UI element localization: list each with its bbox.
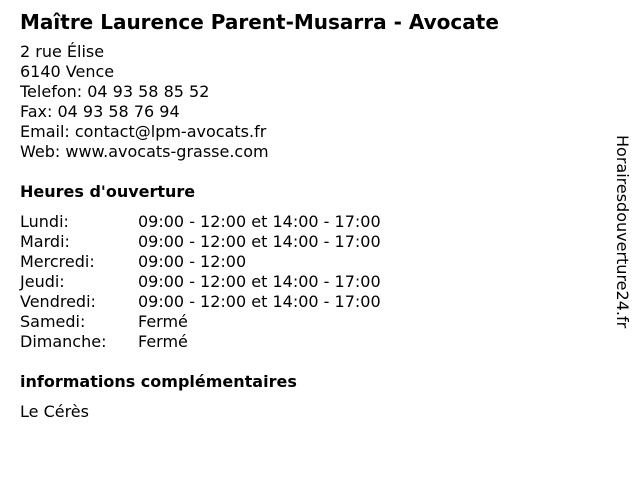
hours-time-value: Fermé — [138, 332, 188, 351]
address-line-2: 6140 Vence — [20, 62, 115, 81]
fax-number: Fax: 04 93 58 76 94 — [20, 102, 180, 121]
address-line-1: 2 rue Élise — [20, 42, 105, 61]
hours-time-value: 09:00 - 12:00 — [138, 252, 247, 271]
hours-row-lundi — [20, 212, 610, 232]
hours-time-value: 09:00 - 12:00 et 14:00 - 17:00 — [138, 272, 381, 291]
hours-day-label: Lundi: — [20, 212, 69, 231]
hours-row-samedi — [20, 312, 610, 332]
site-brand-vertical: Horairesdouverture24.fr — [613, 135, 632, 329]
hours-day-label: Dimanche: — [20, 332, 107, 351]
hours-time-value: Fermé — [138, 312, 188, 331]
hours-row-jeudi — [20, 272, 610, 292]
hours-day-label: Vendredi: — [20, 292, 96, 311]
hours-row-dimanche — [20, 332, 610, 352]
hours-time-value: 09:00 - 12:00 et 14:00 - 17:00 — [138, 212, 381, 231]
hours-row-vendredi — [20, 292, 610, 312]
hours-day-label: Jeudi: — [20, 272, 65, 291]
website-address: Web: www.avocats-grasse.com — [20, 142, 269, 161]
contact-details — [20, 42, 610, 162]
hours-time-value: 09:00 - 12:00 et 14:00 - 17:00 — [138, 292, 381, 311]
hours-day-label: Mercredi: — [20, 252, 95, 271]
hours-row-mercredi — [20, 252, 610, 272]
page-title: Maître Laurence Parent-Musarra - Avocate — [20, 10, 499, 34]
hours-day-label: Mardi: — [20, 232, 70, 251]
opening-hours-heading: Heures d'ouverture — [20, 182, 196, 201]
hours-row-mardi — [20, 232, 610, 252]
hours-time-value: 09:00 - 12:00 et 14:00 - 17:00 — [138, 232, 381, 251]
phone-number: Telefon: 04 93 58 85 52 — [20, 82, 210, 101]
additional-info-text: Le Cérès — [20, 402, 89, 421]
additional-info-heading: informations complémentaires — [20, 372, 297, 391]
hours-day-label: Samedi: — [20, 312, 86, 331]
business-info-panel — [20, 10, 610, 422]
email-address: Email: contact@lpm-avocats.fr — [20, 122, 267, 141]
opening-hours-table — [20, 212, 610, 352]
